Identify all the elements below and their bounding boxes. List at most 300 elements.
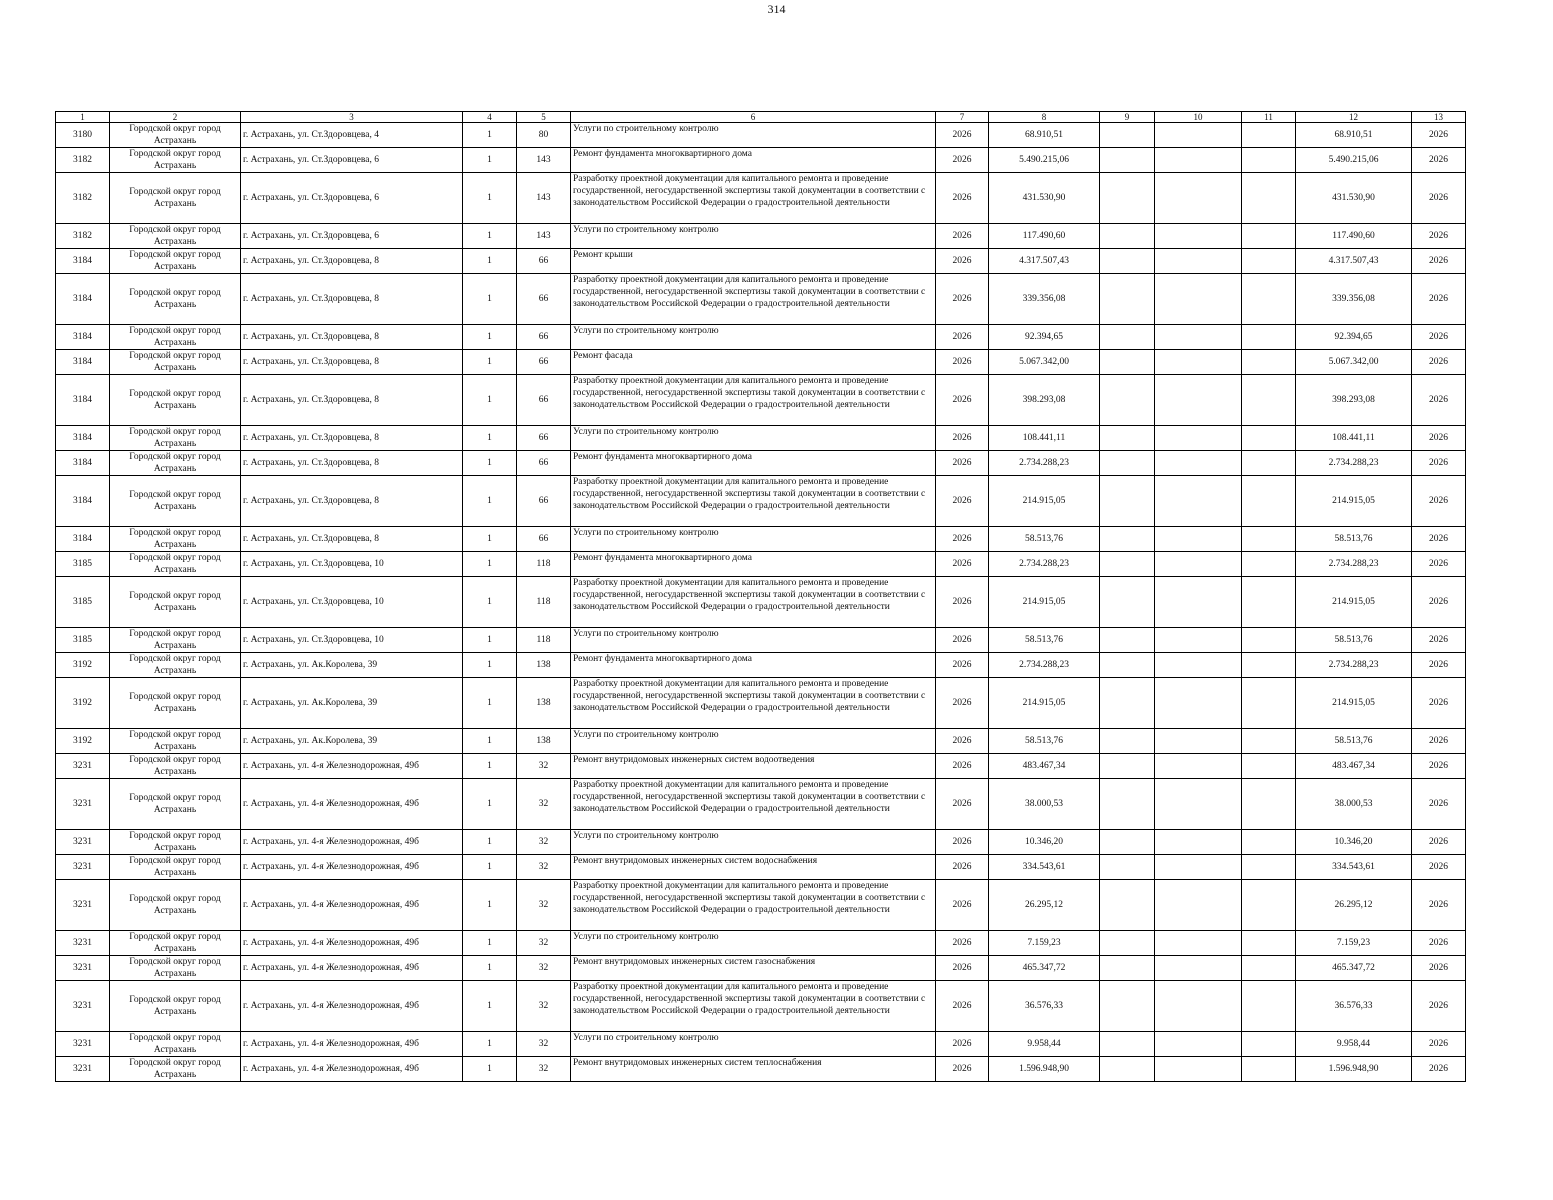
cell-cost: 1.596.948,90 — [989, 1057, 1100, 1082]
cell-work-type: Ремонт фасада — [571, 350, 936, 375]
cell-cost: 2.734.288,23 — [989, 451, 1100, 476]
cell-col-4: 1 — [463, 577, 517, 628]
cell-col-9 — [1100, 325, 1155, 350]
cell-total: 108.441,11 — [1296, 426, 1412, 451]
cell-year: 2026 — [936, 274, 989, 325]
cell-work-type: Услуги по строительному контролю — [571, 224, 936, 249]
cell-col-13: 2026 — [1412, 931, 1466, 956]
cell-total: 36.576,33 — [1296, 981, 1412, 1032]
cell-total: 1.596.948,90 — [1296, 1057, 1412, 1082]
cell-col-9 — [1100, 123, 1155, 148]
cell-work-type: Ремонт фундамента многоквартирного дома — [571, 451, 936, 476]
cell-col-10 — [1155, 779, 1242, 830]
cell-work-type: Услуги по строительному контролю — [571, 830, 936, 855]
cell-object-id: 3184 — [56, 274, 110, 325]
cell-col-5: 143 — [517, 224, 571, 249]
cell-work-type: Услуги по строительному контролю — [571, 325, 936, 350]
table-body — [56, 123, 1466, 1082]
cell-col-11 — [1242, 1032, 1296, 1057]
cell-col-10 — [1155, 931, 1242, 956]
cell-year: 2026 — [936, 956, 989, 981]
cell-col-11 — [1242, 476, 1296, 527]
cell-col-4: 1 — [463, 628, 517, 653]
cell-year: 2026 — [936, 552, 989, 577]
table-row — [56, 552, 1466, 577]
cell-work-type: Разработку проектной документации для капитального ремонта и проведение государственной, негосударственной экспертизы такой документации в соответствии с законодательством Российской Федерации о градостроительной деятельности — [571, 779, 936, 830]
cell-district: Городской округ город Астрахань — [110, 830, 241, 855]
cell-col-4: 1 — [463, 451, 517, 476]
cell-work-type: Ремонт крыши — [571, 249, 936, 274]
column-header: 11 — [1242, 112, 1296, 123]
cell-cost: 2.734.288,23 — [989, 552, 1100, 577]
cell-col-13: 2026 — [1412, 577, 1466, 628]
cell-object-id: 3184 — [56, 249, 110, 274]
cell-district: Городской округ город Астрахань — [110, 476, 241, 527]
cell-cost: 92.394,65 — [989, 325, 1100, 350]
cell-col-13: 2026 — [1412, 274, 1466, 325]
table-row — [56, 981, 1466, 1032]
cell-cost: 9.958,44 — [989, 1032, 1100, 1057]
cell-col-9 — [1100, 224, 1155, 249]
cell-object-id: 3231 — [56, 754, 110, 779]
cell-cost: 483.467,34 — [989, 754, 1100, 779]
table-row — [56, 224, 1466, 249]
cell-address: г. Астрахань, ул. Ст.Здоровцева, 8 — [241, 451, 463, 476]
cell-work-type: Разработку проектной документации для капитального ремонта и проведение государственной, негосударственной экспертизы такой документации в соответствии с законодательством Российской Федерации о градостроительной деятельности — [571, 375, 936, 426]
cell-col-4: 1 — [463, 325, 517, 350]
cell-col-11 — [1242, 426, 1296, 451]
cell-col-4: 1 — [463, 779, 517, 830]
cell-col-10 — [1155, 981, 1242, 1032]
cell-address: г. Астрахань, ул. Ст.Здоровцева, 6 — [241, 224, 463, 249]
cell-cost: 2.734.288,23 — [989, 653, 1100, 678]
table-row — [56, 426, 1466, 451]
cell-year: 2026 — [936, 451, 989, 476]
column-header: 13 — [1412, 112, 1466, 123]
cell-year: 2026 — [936, 148, 989, 173]
cell-cost: 117.490,60 — [989, 224, 1100, 249]
cell-col-13: 2026 — [1412, 123, 1466, 148]
cell-object-id: 3231 — [56, 855, 110, 880]
cell-col-5: 118 — [517, 628, 571, 653]
cell-col-9 — [1100, 956, 1155, 981]
cell-col-9 — [1100, 148, 1155, 173]
cell-col-10 — [1155, 956, 1242, 981]
cell-work-type: Услуги по строительному контролю — [571, 426, 936, 451]
cell-col-5: 138 — [517, 729, 571, 754]
cell-col-4: 1 — [463, 678, 517, 729]
cell-col-11 — [1242, 956, 1296, 981]
cell-work-type: Разработку проектной документации для капитального ремонта и проведение государственной, негосударственной экспертизы такой документации в соответствии с законодательством Российской Федерации о градостроительной деятельности — [571, 981, 936, 1032]
cell-total: 431.530,90 — [1296, 173, 1412, 224]
cell-cost: 68.910,51 — [989, 123, 1100, 148]
cell-col-13: 2026 — [1412, 350, 1466, 375]
column-header: 1 — [56, 112, 110, 123]
cell-object-id: 3184 — [56, 325, 110, 350]
cell-col-11 — [1242, 577, 1296, 628]
cell-col-9 — [1100, 577, 1155, 628]
cell-address: г. Астрахань, ул. Ак.Королева, 39 — [241, 729, 463, 754]
cell-year: 2026 — [936, 855, 989, 880]
cell-col-4: 1 — [463, 880, 517, 931]
cell-col-5: 32 — [517, 880, 571, 931]
cell-col-4: 1 — [463, 729, 517, 754]
cell-district: Городской округ город Астрахань — [110, 426, 241, 451]
cell-address: г. Астрахань, ул. Ст.Здоровцева, 6 — [241, 148, 463, 173]
cell-object-id: 3185 — [56, 552, 110, 577]
cell-address: г. Астрахань, ул. Ст.Здоровцева, 10 — [241, 577, 463, 628]
cell-col-9 — [1100, 375, 1155, 426]
cell-col-11 — [1242, 325, 1296, 350]
table-row — [56, 375, 1466, 426]
cell-col-13: 2026 — [1412, 956, 1466, 981]
table-row — [56, 527, 1466, 552]
cell-cost: 7.159,23 — [989, 931, 1100, 956]
cell-col-9 — [1100, 476, 1155, 527]
cell-address: г. Астрахань, ул. 4-я Железнодорожная, 49б — [241, 981, 463, 1032]
cell-col-10 — [1155, 148, 1242, 173]
cell-col-10 — [1155, 678, 1242, 729]
cell-district: Городской округ город Астрахань — [110, 779, 241, 830]
cell-col-11 — [1242, 830, 1296, 855]
cell-address: г. Астрахань, ул. 4-я Железнодорожная, 49б — [241, 931, 463, 956]
cell-col-11 — [1242, 729, 1296, 754]
cell-work-type: Разработку проектной документации для капитального ремонта и проведение государственной, негосударственной экспертизы такой документации в соответствии с законодательством Российской Федерации о градостроительной деятельности — [571, 274, 936, 325]
cell-district: Городской округ город Астрахань — [110, 577, 241, 628]
cell-object-id: 3182 — [56, 224, 110, 249]
cell-col-13: 2026 — [1412, 830, 1466, 855]
cell-total: 5.067.342,00 — [1296, 350, 1412, 375]
cell-col-9 — [1100, 173, 1155, 224]
cell-work-type: Услуги по строительному контролю — [571, 729, 936, 754]
cell-object-id: 3184 — [56, 451, 110, 476]
cell-cost: 5.067.342,00 — [989, 350, 1100, 375]
cell-col-10 — [1155, 375, 1242, 426]
cell-col-9 — [1100, 981, 1155, 1032]
cell-year: 2026 — [936, 123, 989, 148]
cell-col-5: 66 — [517, 325, 571, 350]
cell-col-5: 138 — [517, 678, 571, 729]
cell-cost: 108.441,11 — [989, 426, 1100, 451]
cell-address: г. Астрахань, ул. 4-я Железнодорожная, 49б — [241, 1057, 463, 1082]
cell-col-10 — [1155, 855, 1242, 880]
cell-year: 2026 — [936, 350, 989, 375]
cell-object-id: 3185 — [56, 577, 110, 628]
cell-object-id: 3192 — [56, 729, 110, 754]
cell-work-type: Услуги по строительному контролю — [571, 628, 936, 653]
cell-total: 9.958,44 — [1296, 1032, 1412, 1057]
cell-address: г. Астрахань, ул. 4-я Железнодорожная, 49б — [241, 855, 463, 880]
cell-total: 68.910,51 — [1296, 123, 1412, 148]
cell-col-5: 66 — [517, 527, 571, 552]
cell-object-id: 3182 — [56, 148, 110, 173]
table-row — [56, 173, 1466, 224]
cell-address: г. Астрахань, ул. 4-я Железнодорожная, 49б — [241, 754, 463, 779]
cell-col-10 — [1155, 527, 1242, 552]
column-header: 7 — [936, 112, 989, 123]
cell-col-5: 118 — [517, 577, 571, 628]
cell-address: г. Астрахань, ул. Ст.Здоровцева, 8 — [241, 325, 463, 350]
cell-total: 465.347,72 — [1296, 956, 1412, 981]
cell-col-13: 2026 — [1412, 249, 1466, 274]
cell-district: Городской округ город Астрахань — [110, 173, 241, 224]
cell-col-9 — [1100, 552, 1155, 577]
cell-col-5: 32 — [517, 1057, 571, 1082]
cell-district: Городской округ город Астрахань — [110, 325, 241, 350]
cell-col-9 — [1100, 350, 1155, 375]
table-row — [56, 476, 1466, 527]
table-row — [56, 325, 1466, 350]
page-number: 314 — [767, 2, 786, 16]
cell-object-id: 3192 — [56, 678, 110, 729]
cell-address: г. Астрахань, ул. Ст.Здоровцева, 4 — [241, 123, 463, 148]
cell-object-id: 3182 — [56, 173, 110, 224]
cell-district: Городской округ город Астрахань — [110, 754, 241, 779]
cell-col-11 — [1242, 678, 1296, 729]
cell-address: г. Астрахань, ул. Ст.Здоровцева, 8 — [241, 375, 463, 426]
cell-district: Городской округ город Астрахань — [110, 956, 241, 981]
cell-col-11 — [1242, 779, 1296, 830]
table-row — [56, 350, 1466, 375]
cell-col-4: 1 — [463, 527, 517, 552]
cell-year: 2026 — [936, 375, 989, 426]
capital-repair-table — [55, 111, 1466, 1082]
cell-year: 2026 — [936, 779, 989, 830]
cell-address: г. Астрахань, ул. Ст.Здоровцева, 8 — [241, 350, 463, 375]
cell-col-13: 2026 — [1412, 1032, 1466, 1057]
cell-col-10 — [1155, 274, 1242, 325]
cell-col-10 — [1155, 350, 1242, 375]
cell-col-4: 1 — [463, 855, 517, 880]
cell-col-4: 1 — [463, 224, 517, 249]
cell-cost: 214.915,05 — [989, 476, 1100, 527]
cell-col-13: 2026 — [1412, 855, 1466, 880]
table-row — [56, 451, 1466, 476]
cell-object-id: 3231 — [56, 1032, 110, 1057]
table-row — [56, 577, 1466, 628]
cell-district: Городской округ город Астрахань — [110, 274, 241, 325]
cell-col-13: 2026 — [1412, 173, 1466, 224]
cell-col-5: 66 — [517, 375, 571, 426]
column-header: 6 — [571, 112, 936, 123]
column-header: 8 — [989, 112, 1100, 123]
cell-col-4: 1 — [463, 249, 517, 274]
cell-year: 2026 — [936, 653, 989, 678]
cell-object-id: 3184 — [56, 426, 110, 451]
cell-col-13: 2026 — [1412, 451, 1466, 476]
cell-col-11 — [1242, 375, 1296, 426]
cell-col-4: 1 — [463, 274, 517, 325]
table-row — [56, 1057, 1466, 1082]
cell-col-11 — [1242, 754, 1296, 779]
cell-total: 117.490,60 — [1296, 224, 1412, 249]
cell-col-10 — [1155, 880, 1242, 931]
cell-year: 2026 — [936, 173, 989, 224]
cell-col-9 — [1100, 779, 1155, 830]
cell-year: 2026 — [936, 1057, 989, 1082]
cell-col-13: 2026 — [1412, 779, 1466, 830]
cell-col-9 — [1100, 628, 1155, 653]
cell-district: Городской округ город Астрахань — [110, 931, 241, 956]
cell-col-10 — [1155, 628, 1242, 653]
cell-col-5: 66 — [517, 350, 571, 375]
cell-year: 2026 — [936, 931, 989, 956]
cell-address: г. Астрахань, ул. Ак.Королева, 39 — [241, 678, 463, 729]
cell-col-5: 66 — [517, 274, 571, 325]
cell-total: 92.394,65 — [1296, 325, 1412, 350]
cell-col-10 — [1155, 754, 1242, 779]
cell-col-13: 2026 — [1412, 224, 1466, 249]
cell-col-11 — [1242, 249, 1296, 274]
cell-work-type: Услуги по строительному контролю — [571, 123, 936, 148]
cell-col-11 — [1242, 855, 1296, 880]
cell-year: 2026 — [936, 249, 989, 274]
cell-col-10 — [1155, 325, 1242, 350]
cell-col-10 — [1155, 451, 1242, 476]
cell-cost: 10.346,20 — [989, 830, 1100, 855]
cell-cost: 431.530,90 — [989, 173, 1100, 224]
cell-year: 2026 — [936, 628, 989, 653]
cell-total: 7.159,23 — [1296, 931, 1412, 956]
cell-total: 58.513,76 — [1296, 729, 1412, 754]
table-row — [56, 628, 1466, 653]
cell-work-type: Разработку проектной документации для капитального ремонта и проведение государственной, негосударственной экспертизы такой документации в соответствии с законодательством Российской Федерации о градостроительной деятельности — [571, 880, 936, 931]
column-header: 12 — [1296, 112, 1412, 123]
cell-col-4: 1 — [463, 754, 517, 779]
cell-cost: 214.915,05 — [989, 678, 1100, 729]
cell-col-5: 138 — [517, 653, 571, 678]
cell-district: Городской округ город Астрахань — [110, 123, 241, 148]
cell-object-id: 3184 — [56, 350, 110, 375]
cell-col-11 — [1242, 1057, 1296, 1082]
cell-col-10 — [1155, 1057, 1242, 1082]
cell-district: Городской округ город Астрахань — [110, 855, 241, 880]
cell-col-9 — [1100, 249, 1155, 274]
cell-total: 2.734.288,23 — [1296, 552, 1412, 577]
cell-object-id: 3192 — [56, 653, 110, 678]
cell-col-5: 32 — [517, 779, 571, 830]
cell-col-4: 1 — [463, 981, 517, 1032]
cell-object-id: 3231 — [56, 931, 110, 956]
cell-col-5: 143 — [517, 173, 571, 224]
cell-col-5: 32 — [517, 981, 571, 1032]
cell-object-id: 3184 — [56, 476, 110, 527]
cell-address: г. Астрахань, ул. Ст.Здоровцева, 10 — [241, 552, 463, 577]
cell-year: 2026 — [936, 754, 989, 779]
cell-district: Городской округ город Астрахань — [110, 249, 241, 274]
cell-col-11 — [1242, 123, 1296, 148]
cell-col-9 — [1100, 527, 1155, 552]
table-row — [56, 249, 1466, 274]
cell-col-11 — [1242, 274, 1296, 325]
column-header: 9 — [1100, 112, 1155, 123]
table-row — [56, 678, 1466, 729]
cell-col-9 — [1100, 274, 1155, 325]
cell-total: 2.734.288,23 — [1296, 451, 1412, 476]
cell-col-4: 1 — [463, 1032, 517, 1057]
cell-col-4: 1 — [463, 173, 517, 224]
cell-object-id: 3231 — [56, 981, 110, 1032]
column-header: 2 — [110, 112, 241, 123]
cell-total: 339.356,08 — [1296, 274, 1412, 325]
cell-col-11 — [1242, 451, 1296, 476]
cell-district: Городской округ город Астрахань — [110, 350, 241, 375]
cell-col-5: 80 — [517, 123, 571, 148]
cell-col-13: 2026 — [1412, 653, 1466, 678]
cell-object-id: 3184 — [56, 375, 110, 426]
cell-col-13: 2026 — [1412, 1057, 1466, 1082]
cell-address: г. Астрахань, ул. Ст.Здоровцева, 8 — [241, 249, 463, 274]
cell-total: 334.543,61 — [1296, 855, 1412, 880]
cell-total: 214.915,05 — [1296, 678, 1412, 729]
cell-col-13: 2026 — [1412, 880, 1466, 931]
cell-col-9 — [1100, 451, 1155, 476]
cell-work-type: Ремонт внутридомовых инженерных систем теплоснабжения — [571, 1057, 936, 1082]
column-header: 10 — [1155, 112, 1242, 123]
cell-col-13: 2026 — [1412, 981, 1466, 1032]
cell-col-11 — [1242, 981, 1296, 1032]
cell-total: 4.317.507,43 — [1296, 249, 1412, 274]
cell-district: Городской округ город Астрахань — [110, 451, 241, 476]
table-row — [56, 729, 1466, 754]
table-row — [56, 1032, 1466, 1057]
cell-district: Городской округ город Астрахань — [110, 224, 241, 249]
cell-year: 2026 — [936, 830, 989, 855]
cell-address: г. Астрахань, ул. Ст.Здоровцева, 6 — [241, 173, 463, 224]
column-header: 4 — [463, 112, 517, 123]
cell-address: г. Астрахань, ул. 4-я Железнодорожная, 49б — [241, 830, 463, 855]
cell-col-10 — [1155, 552, 1242, 577]
cell-year: 2026 — [936, 678, 989, 729]
cell-col-13: 2026 — [1412, 729, 1466, 754]
table-row — [56, 754, 1466, 779]
cell-object-id: 3231 — [56, 880, 110, 931]
cell-total: 58.513,76 — [1296, 628, 1412, 653]
cell-col-9 — [1100, 880, 1155, 931]
cell-address: г. Астрахань, ул. Ак.Королева, 39 — [241, 653, 463, 678]
cell-cost: 334.543,61 — [989, 855, 1100, 880]
cell-year: 2026 — [936, 1032, 989, 1057]
cell-col-5: 32 — [517, 1032, 571, 1057]
cell-cost: 5.490.215,06 — [989, 148, 1100, 173]
cell-district: Городской округ город Астрахань — [110, 653, 241, 678]
cell-col-10 — [1155, 1032, 1242, 1057]
cell-cost: 58.513,76 — [989, 729, 1100, 754]
cell-cost: 26.295,12 — [989, 880, 1100, 931]
cell-work-type: Разработку проектной документации для капитального ремонта и проведение государственной, негосударственной экспертизы такой документации в соответствии с законодательством Российской Федерации о градостроительной деятельности — [571, 173, 936, 224]
cell-address: г. Астрахань, ул. 4-я Железнодорожная, 49б — [241, 880, 463, 931]
cell-object-id: 3185 — [56, 628, 110, 653]
cell-col-10 — [1155, 426, 1242, 451]
cell-col-4: 1 — [463, 375, 517, 426]
cell-col-5: 66 — [517, 426, 571, 451]
cell-col-11 — [1242, 350, 1296, 375]
cell-col-5: 32 — [517, 956, 571, 981]
cell-address: г. Астрахань, ул. 4-я Железнодорожная, 49б — [241, 779, 463, 830]
cell-col-11 — [1242, 552, 1296, 577]
table-row — [56, 653, 1466, 678]
cell-col-11 — [1242, 527, 1296, 552]
cell-col-11 — [1242, 173, 1296, 224]
cell-col-13: 2026 — [1412, 678, 1466, 729]
cell-col-13: 2026 — [1412, 527, 1466, 552]
cell-work-type: Услуги по строительному контролю — [571, 527, 936, 552]
cell-col-10 — [1155, 577, 1242, 628]
cell-object-id: 3231 — [56, 956, 110, 981]
cell-district: Городской округ город Астрахань — [110, 981, 241, 1032]
cell-address: г. Астрахань, ул. Ст.Здоровцева, 8 — [241, 527, 463, 552]
cell-col-10 — [1155, 653, 1242, 678]
